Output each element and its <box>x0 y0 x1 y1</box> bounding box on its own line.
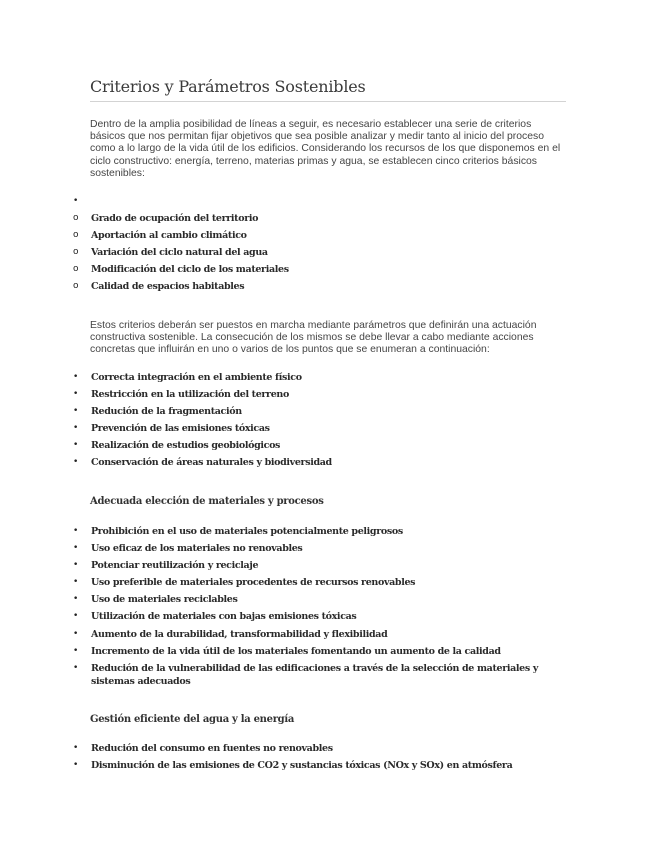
list-item-text: Modificación del ciclo de los materiales <box>91 264 289 276</box>
list-item-text: Conservación de áreas naturales y biodiversidad <box>91 457 332 469</box>
materials-list <box>0 525 560 692</box>
list-item <box>0 742 560 755</box>
list-item <box>0 610 560 623</box>
bullet-marker: • <box>73 526 78 536</box>
list-item-text: Aportación al cambio climático <box>91 230 247 242</box>
bullet-marker: • <box>73 611 78 622</box>
circle-marker: o <box>73 230 79 241</box>
intro-paragraph: Dentro de la amplia posibilidad de líneas a seguir, es necesario establecer una serie de criterios básicos que nos permitan fijar objetivos que sea posible analizar y medir tanto al inicio del proceso como a lo largo de la vida útil de los edificios. Considerando los recursos de los que disponemos en el ciclo constructivo: energía, terreno, materias primas y agua, se establecen cinco criterios básicos sostenibles: <box>90 119 561 179</box>
list-item-text: Grado de ocupación del territorio <box>91 213 259 225</box>
bullet-marker: • <box>73 760 78 771</box>
bullet-marker: • <box>73 662 78 673</box>
list-item-text: Uso preferible de materiales procedentes de recursos renovables <box>91 577 416 589</box>
list-item <box>0 525 560 538</box>
list-item-text: Incremento de la vida útil de los materiales fomentando un aumento de la calidad <box>91 645 501 657</box>
circle-marker: o <box>73 247 79 258</box>
list-item-text: Prevención de las emisiones tóxicas <box>91 423 270 435</box>
list-item <box>0 422 560 435</box>
list-item-text: Calidad de espacios habitables <box>91 281 245 293</box>
list-item <box>0 388 560 401</box>
circle-marker: o <box>73 264 79 275</box>
list-item-text: Variación del ciclo natural del agua <box>91 247 268 259</box>
list-item-text: Uso de materiales reciclables <box>91 594 238 606</box>
bullet-marker: • <box>73 406 78 417</box>
criteria-list <box>0 195 560 298</box>
list-item-text: Redución del consumo en fuentes no renovables <box>91 743 333 754</box>
bullet-marker: • <box>73 372 78 382</box>
list-item-text: Disminución de las emisiones de CO2 y sustancias tóxicas (NOx y SOx) en atmósfera <box>91 760 513 772</box>
list-item <box>0 645 560 658</box>
list-item-text: Correcta integración en el ambiente físico <box>91 372 302 383</box>
bullet-marker: • <box>73 543 78 554</box>
title-divider <box>90 101 566 102</box>
bullet-marker: • <box>73 196 78 206</box>
list-item <box>0 405 560 418</box>
bullet-marker: • <box>73 457 78 468</box>
list-item <box>0 280 560 293</box>
list-item <box>0 576 560 589</box>
list-item <box>0 628 560 641</box>
list-item <box>0 559 560 572</box>
list-item <box>0 456 560 469</box>
list-item <box>0 229 560 242</box>
list-item-text: Potenciar reutilización y reciclaje <box>91 560 259 572</box>
section-heading-water-energy: Gestión eficiente del agua y la energía <box>90 714 295 725</box>
bullet-marker: • <box>73 645 78 656</box>
parameters-list <box>0 371 560 474</box>
list-item <box>0 439 560 452</box>
list-item <box>0 542 560 555</box>
list-item-text: Aumento de la durabilidad, transformabilidad y flexibilidad <box>91 628 388 640</box>
list-item-text: Realización de estudios geobiológicos <box>91 440 281 452</box>
list-item <box>0 759 560 772</box>
list-item-text: Uso eficaz de los materiales no renovables <box>91 543 303 555</box>
list-item <box>0 212 560 225</box>
parameters-paragraph: Estos criterios deberán ser puestos en marcha mediante parámetros que definirán una actuación constructiva sostenible. La consecución de los mismos se debe llevar a cabo mediante acciones concretas que influirán en uno o varios de los puntos que se enumeran a continuación: <box>90 320 537 356</box>
circle-marker: o <box>73 213 79 224</box>
water-energy-list <box>0 742 560 776</box>
bullet-marker: • <box>73 560 78 571</box>
bullet-marker: • <box>73 594 78 605</box>
bullet-marker: • <box>73 628 78 639</box>
circle-marker: o <box>73 281 79 292</box>
list-item <box>0 195 560 208</box>
bullet-marker: • <box>73 440 78 451</box>
section-heading-materials: Adecuada elección de materiales y procesos <box>90 496 324 507</box>
bullet-marker: • <box>73 423 78 434</box>
list-item <box>0 263 560 276</box>
list-item-text: Restricción en la utilización del terreno <box>91 389 289 401</box>
list-item <box>0 371 560 384</box>
bullet-marker: • <box>73 577 78 588</box>
list-item-text: Redución de la vulnerabilidad de las edificaciones a través de la selección de materiales y sistemas adecuados <box>91 662 539 687</box>
list-item-text: Prohibición en el uso de materiales potencialmente peligrosos <box>91 526 403 537</box>
list-item <box>0 246 560 259</box>
list-item <box>0 662 560 688</box>
list-item-text: Utilización de materiales con bajas emisiones tóxicas <box>91 611 357 623</box>
bullet-marker: • <box>73 389 78 400</box>
bullet-marker: • <box>73 743 78 753</box>
document-title: Criterios y Parámetros Sostenibles <box>90 77 366 96</box>
list-item <box>0 593 560 606</box>
list-item-text: Redución de la fragmentación <box>91 406 242 418</box>
